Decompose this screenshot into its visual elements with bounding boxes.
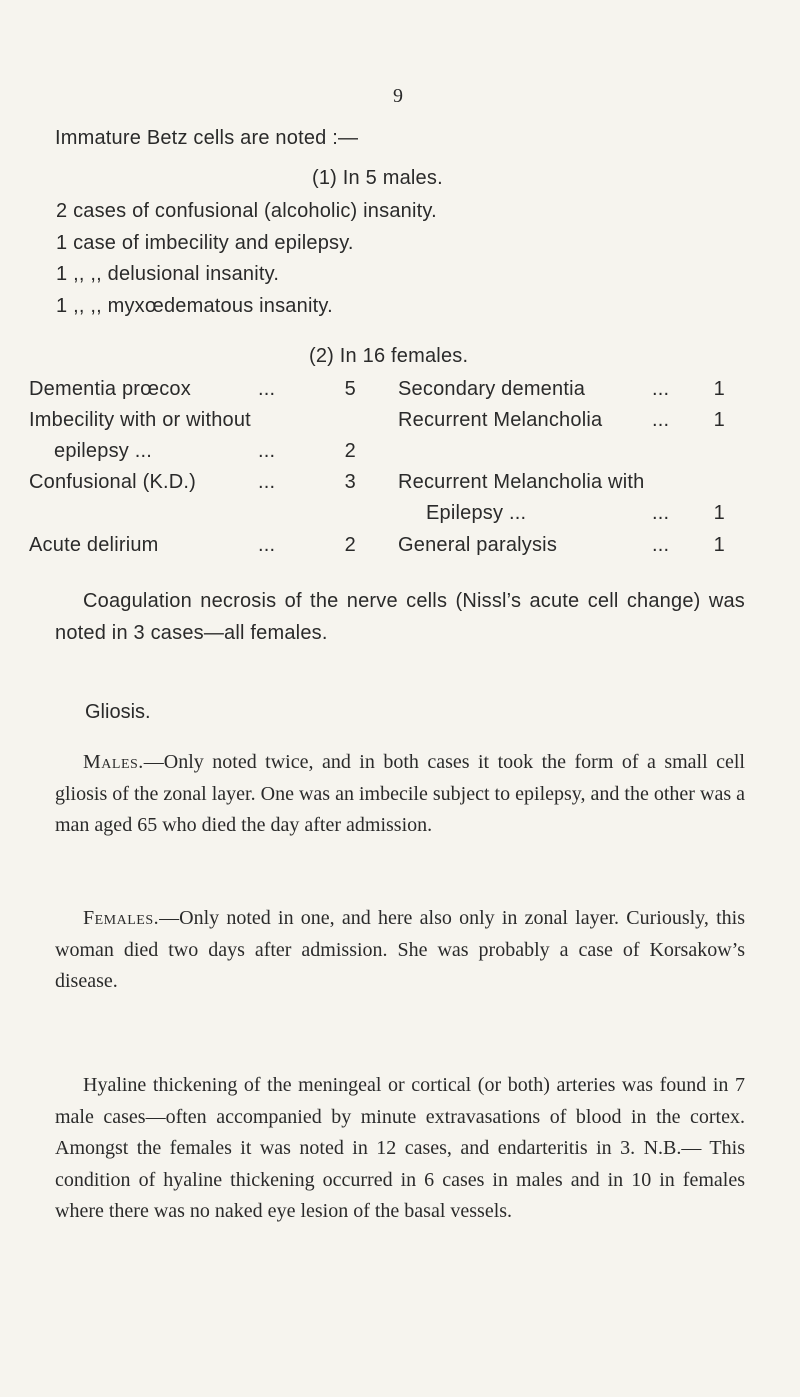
females-heading: (2) In 16 females. [309, 345, 469, 367]
intro-line: Immature Betz cells are noted :— [55, 127, 359, 149]
females-right-label: Recurrent Melancholia with [398, 471, 645, 493]
males-heading: (1) In 5 males. [312, 167, 443, 189]
females-left-count: 2 [344, 440, 356, 462]
females-right-label: Recurrent Melancholia [398, 409, 603, 431]
gliosis-males-paragraph [55, 747, 745, 842]
females-left-dots: ... [258, 471, 276, 493]
coagulation-paragraph: Coagulation necrosis of the nerve cells (Nissl’s acute cell change) was noted in 3 cases—all females. [55, 590, 745, 644]
females-right-dots: ... [652, 409, 670, 431]
gliosis-females-text: —Only noted in one, and here also only in zonal layer. Curiously, this woman died two days after admission. She was probably a case of Korsakow’s disease. [55, 907, 745, 992]
females-left-label: Confusional (K.D.) [29, 471, 196, 493]
females-left-label: Dementia prœcox [29, 378, 191, 400]
females-left-count: 3 [344, 471, 356, 493]
gliosis-females-paragraph [55, 903, 745, 998]
females-right-label: General paralysis [398, 534, 558, 556]
hyaline-paragraph: Hyaline thickening of the meningeal or cortical (or both) arteries was found in 7 male cases—often accompanied by minute extravasations of blood in the cortex. Amongst the females it was noted in 12 cases, and endarteritis in 3. N.B.— This condition of hyaline thickening occurred in 6 cases in males and in 10 in females where there was no naked eye lesion of the basal vessels. [55, 1074, 745, 1222]
females-left-dots: ... [258, 534, 276, 556]
males-line: 1 ,, ,, myxœdematous insanity. [56, 295, 333, 317]
males-line: 1 case of imbecility and epilepsy. [56, 232, 354, 254]
females-right-dots: ... [652, 534, 670, 556]
females-right-count: 1 [713, 378, 725, 400]
gliosis-males-text: —Only noted twice, and in both cases it took the form of a small cell gliosis of the zonal layer. One was an imbecile subject to epilepsy, and the other was a man aged 65 who died the day after admission. [55, 751, 745, 836]
males-line: 1 ,, ,, delusional insanity. [56, 263, 280, 285]
gliosis-males-lead: Males. [83, 751, 144, 773]
males-line: 2 cases of confusional (alcoholic) insanity. [56, 200, 437, 222]
females-left-count: 2 [344, 534, 356, 556]
females-left-label: Acute delirium [29, 534, 159, 556]
gliosis-heading: Gliosis. [85, 701, 151, 723]
females-right-count: 1 [713, 534, 725, 556]
females-right-count: 1 [713, 502, 725, 524]
gliosis-females-lead: Females. [83, 907, 160, 929]
females-right-label: Epilepsy ... [426, 502, 527, 524]
females-right-count: 1 [713, 409, 725, 431]
females-left-dots: ... [258, 440, 276, 462]
females-right-dots: ... [652, 502, 670, 524]
females-right-label: Secondary dementia [398, 378, 586, 400]
females-left-dots: ... [258, 378, 276, 400]
females-left-count: 5 [344, 378, 356, 400]
page-number: 9 [393, 85, 403, 107]
females-left-label: Imbecility with or without [29, 409, 251, 431]
females-left-label: epilepsy ... [54, 440, 153, 462]
females-right-dots: ... [652, 378, 670, 400]
